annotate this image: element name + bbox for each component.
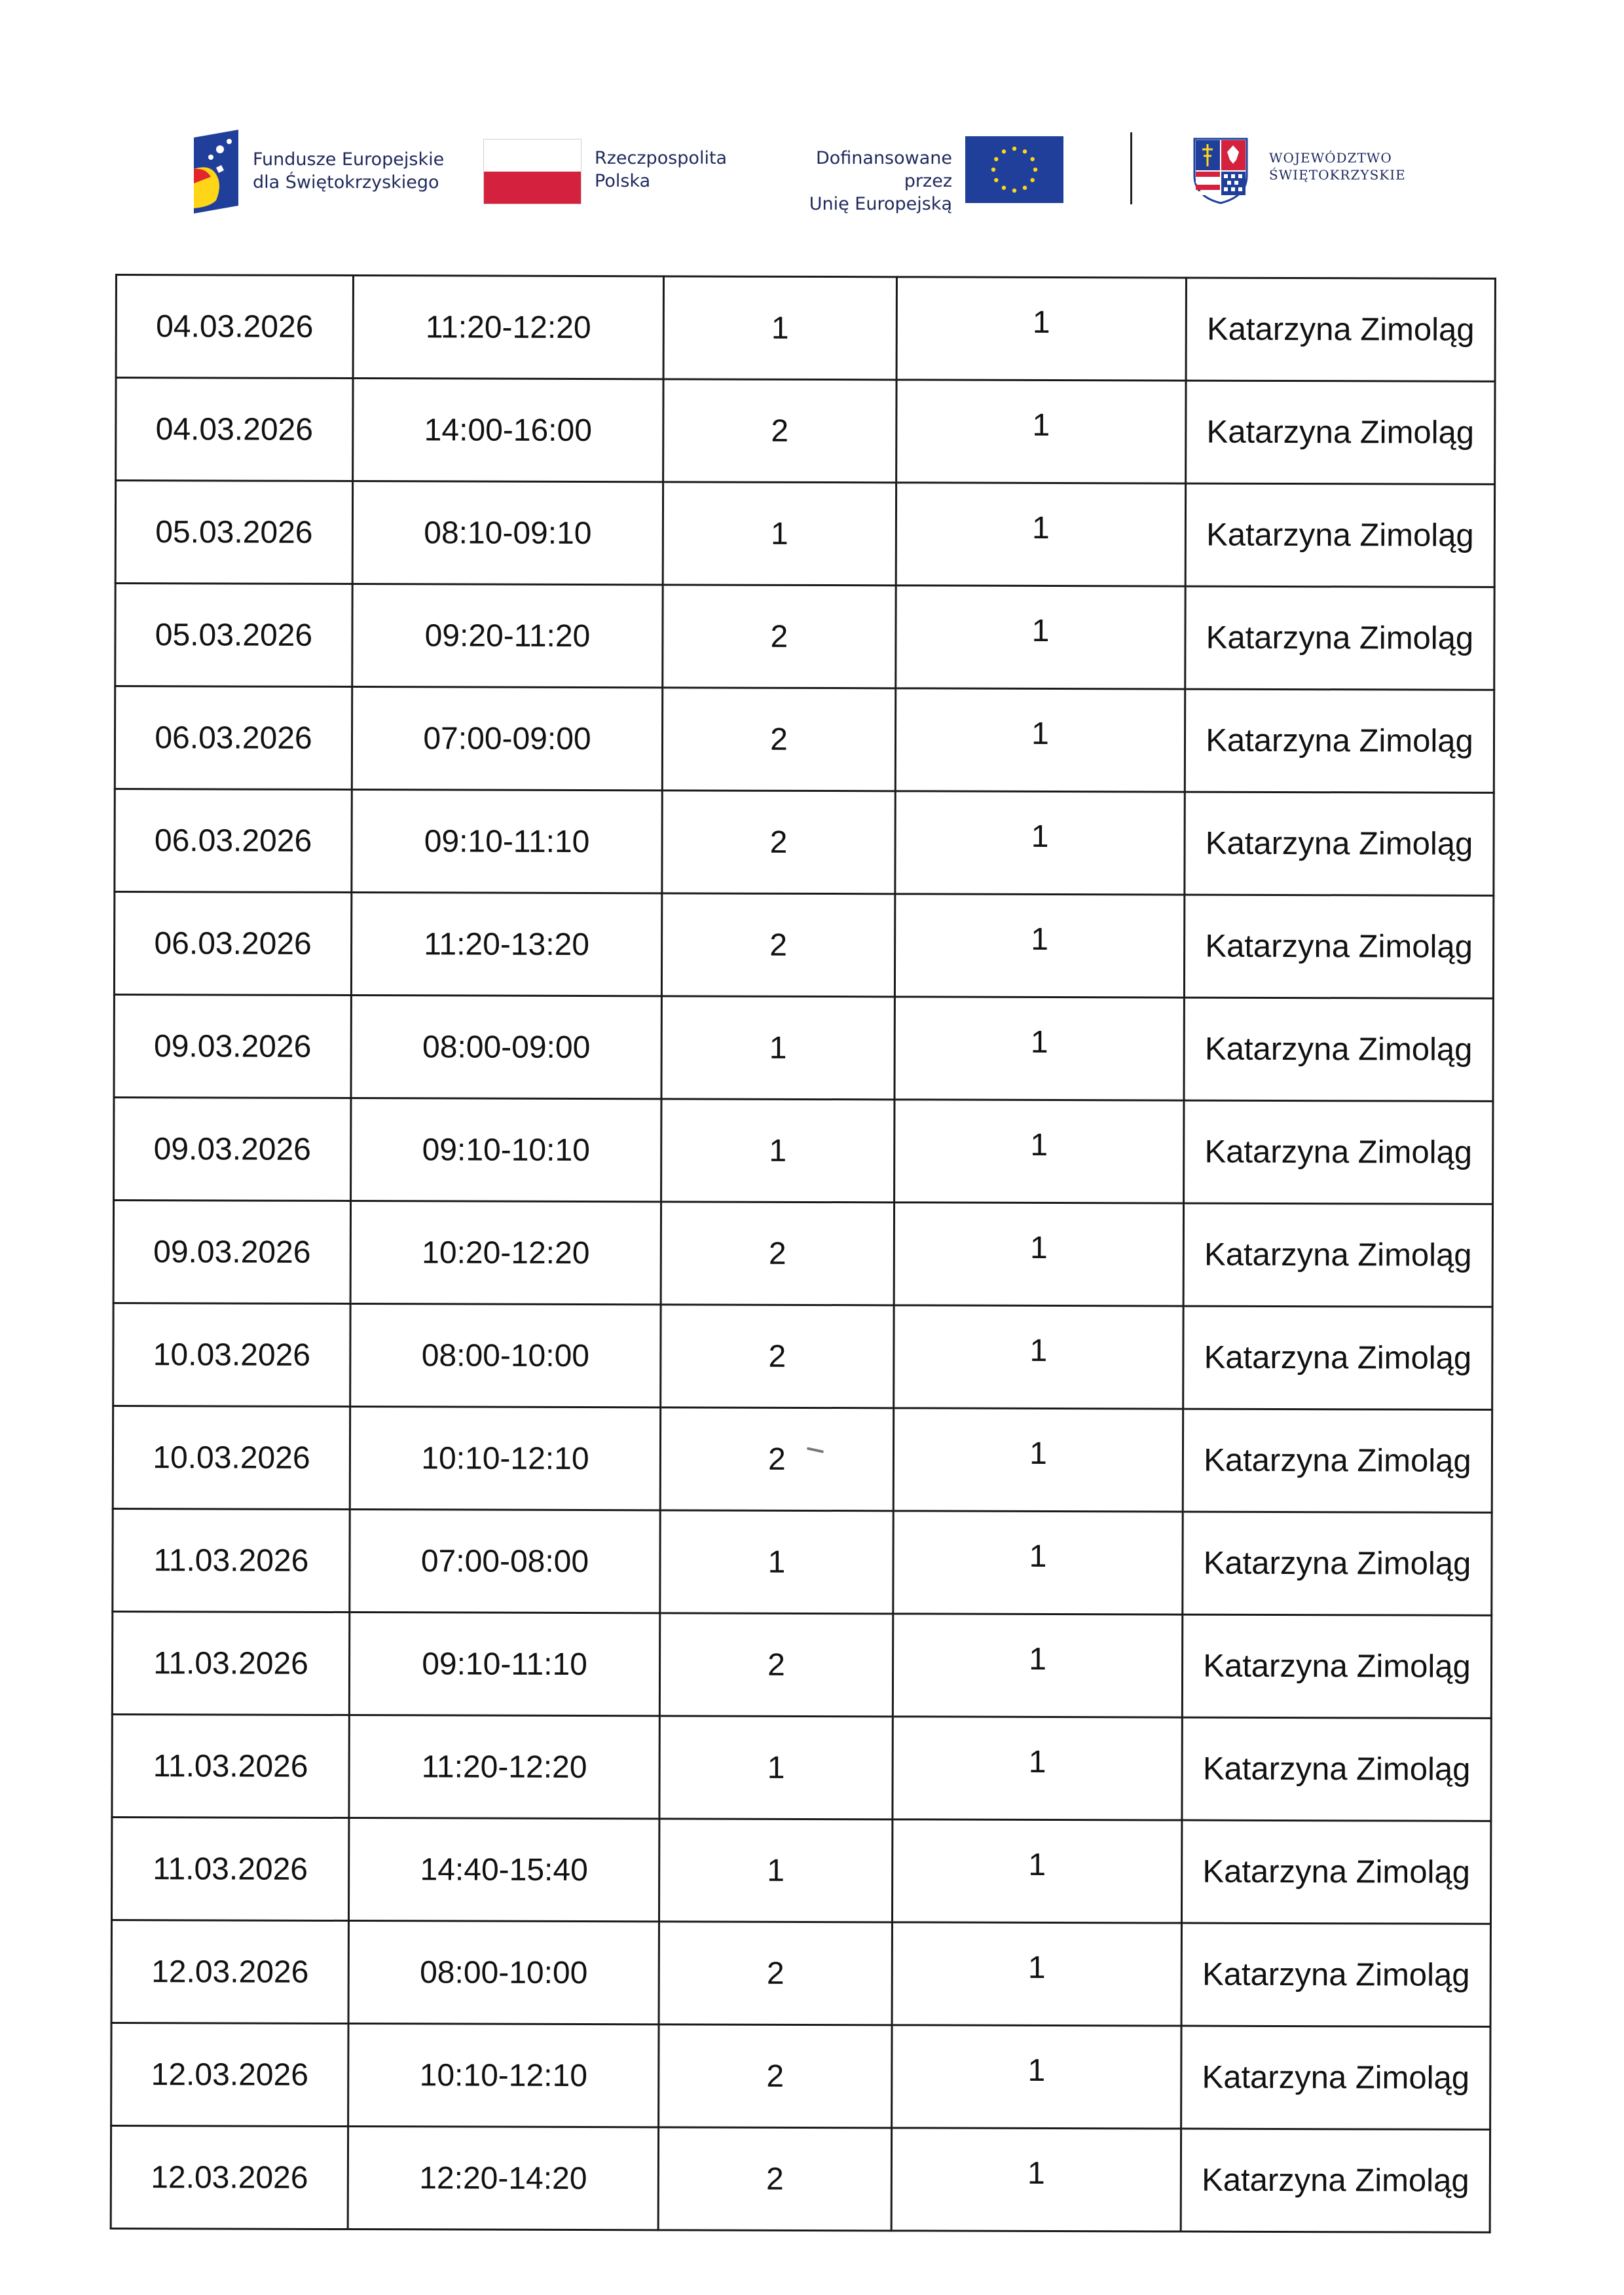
time-cell: 07:00-09:00 <box>352 687 662 791</box>
date-cell: 04.03.2026 <box>116 378 353 481</box>
time-cell: 08:10-09:10 <box>352 481 663 585</box>
coat-of-arms-icon <box>1193 138 1248 204</box>
group-cell: 1 <box>893 1614 1182 1717</box>
eu-logo-line1: Dofinansowane przez <box>815 148 952 191</box>
group-cell: 1 <box>892 2025 1181 2129</box>
table-row <box>115 789 1494 896</box>
group-cell: 1 <box>892 1922 1181 2026</box>
time-cell: 14:40-15:40 <box>348 1818 659 1922</box>
group-cell: 1 <box>893 1408 1183 1512</box>
hours-cell: 2 <box>661 893 895 997</box>
date-cell: 11.03.2026 <box>113 1508 350 1612</box>
time-cell: 10:20-12:20 <box>350 1201 661 1305</box>
hours-cell: 2 <box>659 2024 892 2128</box>
date-cell: 09.03.2026 <box>114 1097 351 1201</box>
region-logo-line2: ŚWIĘTOKRZYSKIE <box>1269 167 1406 183</box>
funds-eu-flag-icon <box>190 128 242 215</box>
hours-cell: 2 <box>663 379 896 483</box>
eu-flag-icon <box>965 136 1063 203</box>
hours-cell: 2 <box>661 1305 894 1408</box>
time-cell: 08:00-10:00 <box>348 1921 659 2024</box>
hours-cell: 2 <box>659 1613 893 1717</box>
time-cell: 09:20-11:20 <box>352 584 663 688</box>
region-logo-line1: WOJEWÓDZTWO <box>1269 150 1392 166</box>
time-cell: 09:10-11:10 <box>349 1613 659 1716</box>
date-cell: 11.03.2026 <box>111 1817 348 1920</box>
group-cell: 1 <box>894 1305 1183 1409</box>
hours-cell: 1 <box>659 1716 893 1819</box>
table-row <box>115 686 1494 793</box>
teacher-cell: Katarzyna Zimoląg <box>1181 2129 1490 2232</box>
hours-cell: 1 <box>663 276 896 380</box>
group-cell: 1 <box>896 277 1186 381</box>
date-cell: 05.03.2026 <box>115 481 352 584</box>
logo-bar <box>190 124 1434 223</box>
teacher-cell: Katarzyna Zimoląg <box>1183 1203 1492 1307</box>
table-row <box>114 892 1493 999</box>
table-row <box>112 1611 1491 1718</box>
group-cell: 1 <box>893 1717 1182 1820</box>
table-row <box>114 1097 1493 1204</box>
time-cell: 11:20-13:20 <box>351 893 661 996</box>
table-row <box>113 1508 1492 1615</box>
teacher-cell: Katarzyna Zimoląg <box>1181 1820 1490 1924</box>
hours-cell: 1 <box>663 482 896 586</box>
poland-logo-line1: Rzeczpospolita <box>595 148 728 168</box>
schedule-body <box>111 275 1495 2233</box>
teacher-cell: Katarzyna Zimoląg <box>1184 998 1493 1101</box>
teacher-cell: Katarzyna Zimoląg <box>1185 586 1494 690</box>
eu-logo-text <box>765 147 952 215</box>
date-cell: 11.03.2026 <box>112 1714 349 1818</box>
hours-cell: 2 <box>659 1922 892 2025</box>
hours-cell: 2 <box>663 585 896 688</box>
table-row <box>113 1303 1492 1409</box>
region-logo-text <box>1269 149 1406 183</box>
date-cell: 12.03.2026 <box>111 2023 348 2126</box>
poland-logo-text <box>595 147 727 193</box>
logo-divider <box>1130 132 1132 204</box>
time-cell: 12:20-14:20 <box>348 2127 658 2230</box>
poland-logo-line2: Polska <box>595 171 651 191</box>
date-cell: 06.03.2026 <box>115 789 352 893</box>
eu-logo-line2: Unię Europejską <box>809 194 952 214</box>
group-cell: 1 <box>893 1511 1183 1614</box>
hours-cell: 2 <box>660 1408 893 1511</box>
date-cell: 12.03.2026 <box>111 2125 348 2229</box>
time-cell: 08:00-09:00 <box>351 996 661 1099</box>
teacher-cell: Katarzyna Zimoląg <box>1183 1306 1492 1409</box>
teacher-cell: Katarzyna Zimoląg <box>1182 1717 1491 1821</box>
funds-logo-line2: dla Świętokrzyskiego <box>253 172 439 193</box>
date-cell: 10.03.2026 <box>113 1406 350 1509</box>
hours-cell: 1 <box>661 1099 895 1203</box>
hours-cell: 2 <box>658 2127 891 2231</box>
time-cell: 08:00-10:00 <box>350 1304 661 1408</box>
teacher-cell: Katarzyna Zimoląg <box>1183 1409 1492 1512</box>
hours-cell: 1 <box>659 1819 892 1922</box>
table-row <box>116 378 1495 485</box>
funds-logo-text <box>253 148 444 194</box>
date-cell: 10.03.2026 <box>113 1303 350 1406</box>
group-cell: 1 <box>895 688 1185 792</box>
table-row <box>113 1200 1492 1307</box>
funds-logo-line1: Fundusze Europejskie <box>253 149 445 170</box>
hours-cell: 1 <box>661 996 895 1100</box>
table-row <box>115 584 1494 690</box>
teacher-cell: Katarzyna Zimoląg <box>1184 895 1493 998</box>
poland-flag-icon <box>483 139 581 204</box>
teacher-cell: Katarzyna Zimoląg <box>1185 483 1494 587</box>
table-row <box>111 1817 1490 1924</box>
group-cell: 1 <box>891 2128 1181 2231</box>
hours-cell: 2 <box>662 688 895 791</box>
time-cell: 09:10-11:10 <box>352 790 662 893</box>
table-row <box>114 994 1493 1101</box>
date-cell: 12.03.2026 <box>111 1920 348 2023</box>
date-cell: 11.03.2026 <box>112 1611 349 1715</box>
date-cell: 05.03.2026 <box>115 584 352 687</box>
date-cell: 06.03.2026 <box>115 686 352 790</box>
group-cell: 1 <box>895 997 1184 1100</box>
table-row <box>112 1714 1491 1821</box>
group-cell: 1 <box>892 1819 1181 1923</box>
group-cell: 1 <box>895 1100 1184 1203</box>
teacher-cell: Katarzyna Zimoląg <box>1181 2026 1490 2129</box>
group-cell: 1 <box>896 380 1186 483</box>
teacher-cell: Katarzyna Zimoląg <box>1186 278 1495 381</box>
table-row <box>115 481 1494 588</box>
date-cell: 09.03.2026 <box>114 994 351 1098</box>
group-cell: 1 <box>896 483 1185 586</box>
group-cell: 1 <box>895 791 1185 895</box>
teacher-cell: Katarzyna Zimoląg <box>1184 1100 1493 1204</box>
teacher-cell: Katarzyna Zimoląg <box>1185 792 1494 895</box>
time-cell: 10:10-12:10 <box>348 2024 659 2127</box>
time-cell: 07:00-08:00 <box>350 1510 660 1613</box>
time-cell: 11:20-12:20 <box>349 1715 659 1819</box>
table-row <box>116 275 1495 382</box>
hours-cell: 2 <box>661 1202 894 1305</box>
table-row <box>111 1920 1490 2026</box>
table-row <box>111 2125 1490 2232</box>
time-cell: 09:10-10:10 <box>351 1098 661 1202</box>
teacher-cell: Katarzyna Zimoląg <box>1181 1923 1490 2026</box>
teacher-cell: Katarzyna Zimoląg <box>1183 1512 1492 1615</box>
time-cell: 14:00-16:00 <box>353 379 663 482</box>
group-cell: 1 <box>894 1203 1183 1306</box>
date-cell: 04.03.2026 <box>116 275 353 379</box>
date-cell: 06.03.2026 <box>114 892 351 996</box>
time-cell: 11:20-12:20 <box>353 276 663 379</box>
group-cell: 1 <box>895 894 1184 998</box>
teacher-cell: Katarzyna Zimoląg <box>1182 1614 1491 1718</box>
teacher-cell: Katarzyna Zimoląg <box>1186 381 1495 484</box>
time-cell: 10:10-12:10 <box>350 1407 660 1510</box>
teacher-cell: Katarzyna Zimoląg <box>1185 689 1494 793</box>
schedule-table <box>110 274 1496 2233</box>
table-row <box>111 2023 1490 2129</box>
date-cell: 09.03.2026 <box>113 1200 350 1303</box>
hours-cell: 2 <box>662 791 895 894</box>
hours-cell: 1 <box>660 1510 893 1614</box>
group-cell: 1 <box>896 586 1185 689</box>
table-row <box>113 1406 1492 1512</box>
